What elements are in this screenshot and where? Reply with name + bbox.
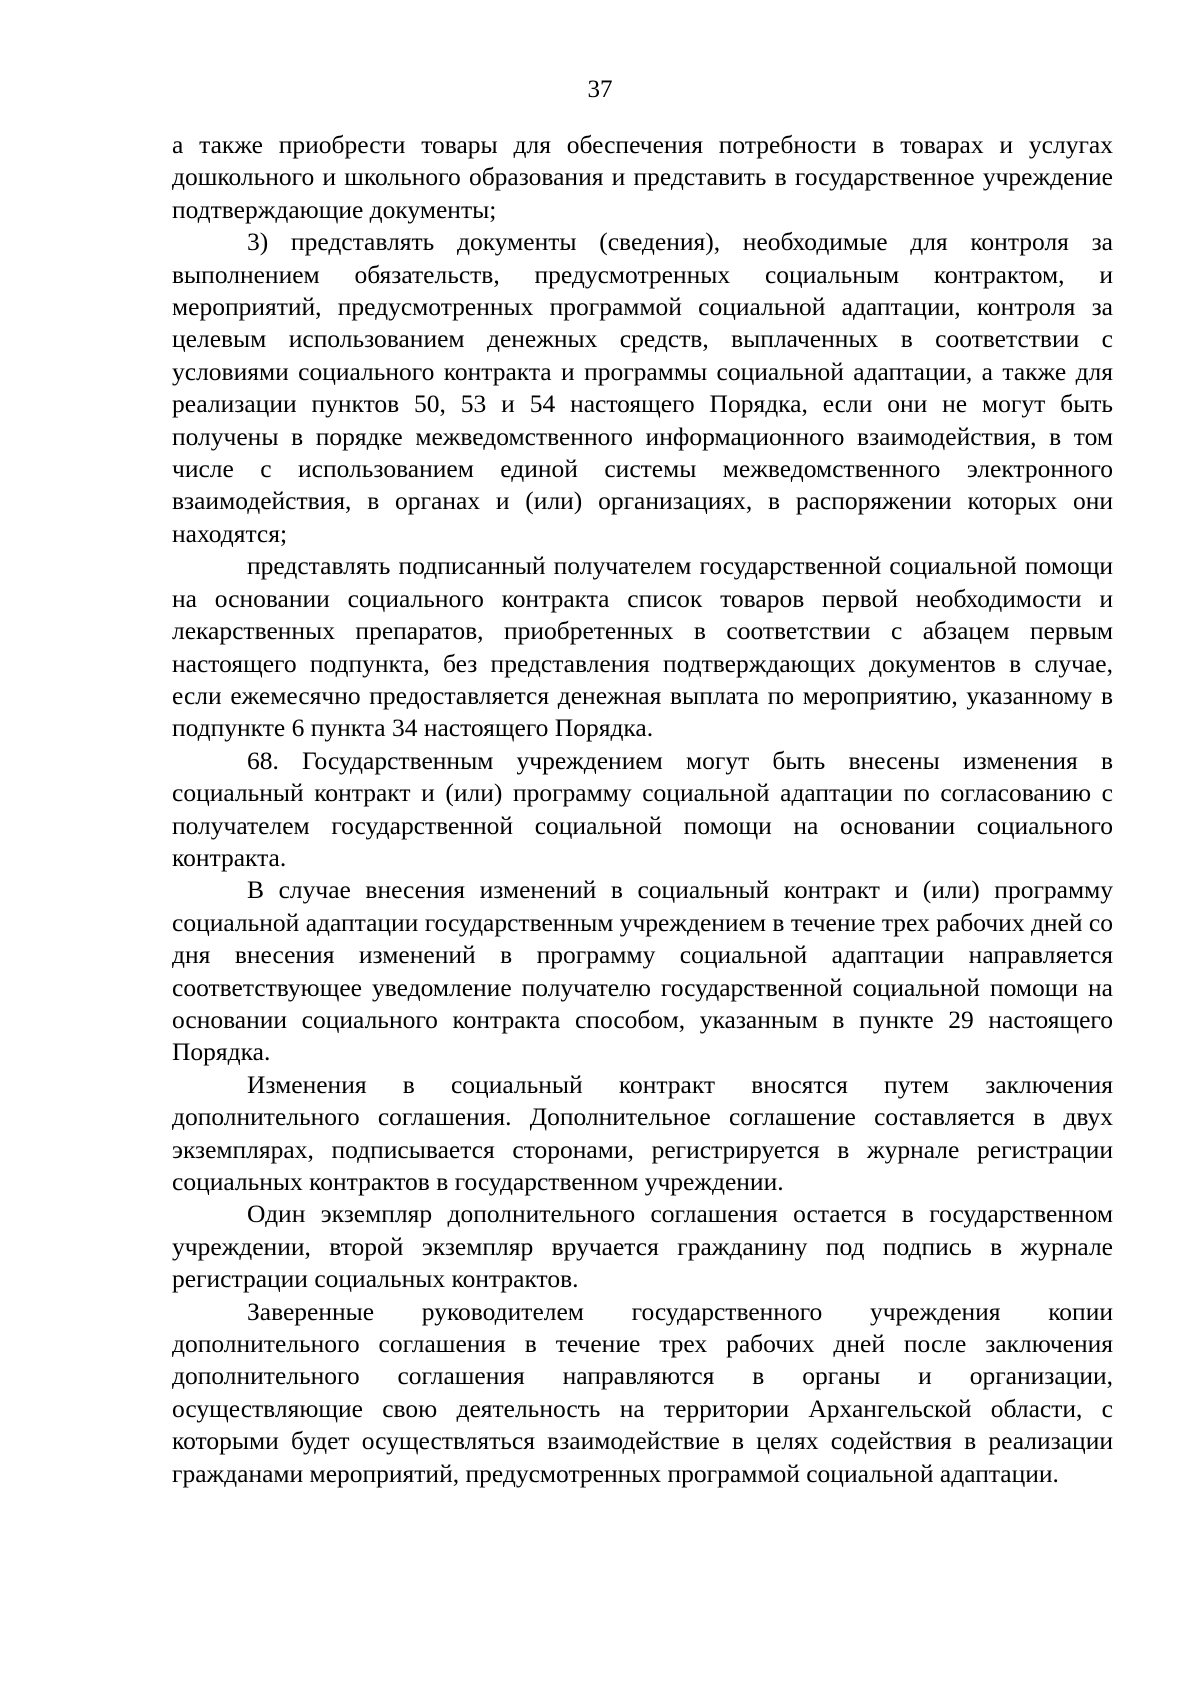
paragraph-copies: Один экземпляр дополнительного соглашения остается в государственном учреждении, второй экземпляр вручается гражданину под подпись в журнале регистрации социальных контрактов.	[172, 1199, 1113, 1294]
paragraph-certified-copies: Заверенные руководителем государственного учреждения копии дополнительного соглашения в течение трех рабочих дней после заключения дополнительного соглашения направляются в органы и организации, осуществляющие свою деятельность на территории Архангельской области, с которыми будет осуществляться взаимодействие в целях содействия в реализации гражданами мероприятий, предусмотренных программой социальной адаптации.	[172, 1296, 1113, 1488]
paragraph-notification: В случае внесения изменений в социальный контракт и (или) программу социальной адаптации государственным учреждением в течение трех рабочих дней со дня внесения изменений в программу социальной адаптации направляется соответствующее уведомление получателю государственной социальной помощи на основании социального контракта способом, указанным в пункте 29 настоящего Порядка.	[172, 875, 1113, 1067]
paragraph-item-68: 68. Государственным учреждением могут быть внесены изменения в социальный контракт и (или) программу социальной адаптации по согласованию с получателем государственной социальной помощи на основании социального контракта.	[172, 745, 1113, 872]
paragraph-continuation: а также приобрести товары для обеспечения потребности в товарах и услугах дошкольного и школьного образования и представить в государственное учреждение подтверждающие документы;	[172, 130, 1113, 224]
paragraph-amendments: Изменения в социальный контракт вносятся путем заключения дополнительного соглашения. Дополнительное соглашение составляется в двух экземплярах, подписывается сторонами, регистрируется в журнале регистрации социальных контрактов в государственном учреждении.	[172, 1069, 1113, 1196]
paragraph-signed-list: представлять подписанный получателем государственной социальной помощи на основании социального контракта список товаров первой необходимости и лекарственных препаратов, приобретенных в соответствии с абзацем первым настоящего подпункта, без представления подтверждающих документов в случае, если ежемесячно предоставляется денежная выплата по мероприятию, указанному в подпункте 6 пункта 34 настоящего Порядка.	[172, 551, 1113, 743]
paragraph-subitem-3: 3) представлять документы (сведения), необходимые для контроля за выполнением обязательств, предусмотренных социальным контрактом, и мероприятий, предусмотренных программой социальной адаптации, контроля за целевым использованием денежных средств, выплаченных в соответствии с условиями социального контракта и программы социальной адаптации, а также для реализации пунктов 50, 53 и 54 настоящего Порядка, если они не могут быть получены в порядке межведомственного информационного взаимодействия, в том числе с использованием единой системы межведомственного электронного взаимодействия, в органах и (или) организациях, в распоряжении которых они находятся;	[172, 227, 1113, 548]
document-body	[172, 129, 1113, 1490]
page-number: 37	[587, 76, 613, 103]
